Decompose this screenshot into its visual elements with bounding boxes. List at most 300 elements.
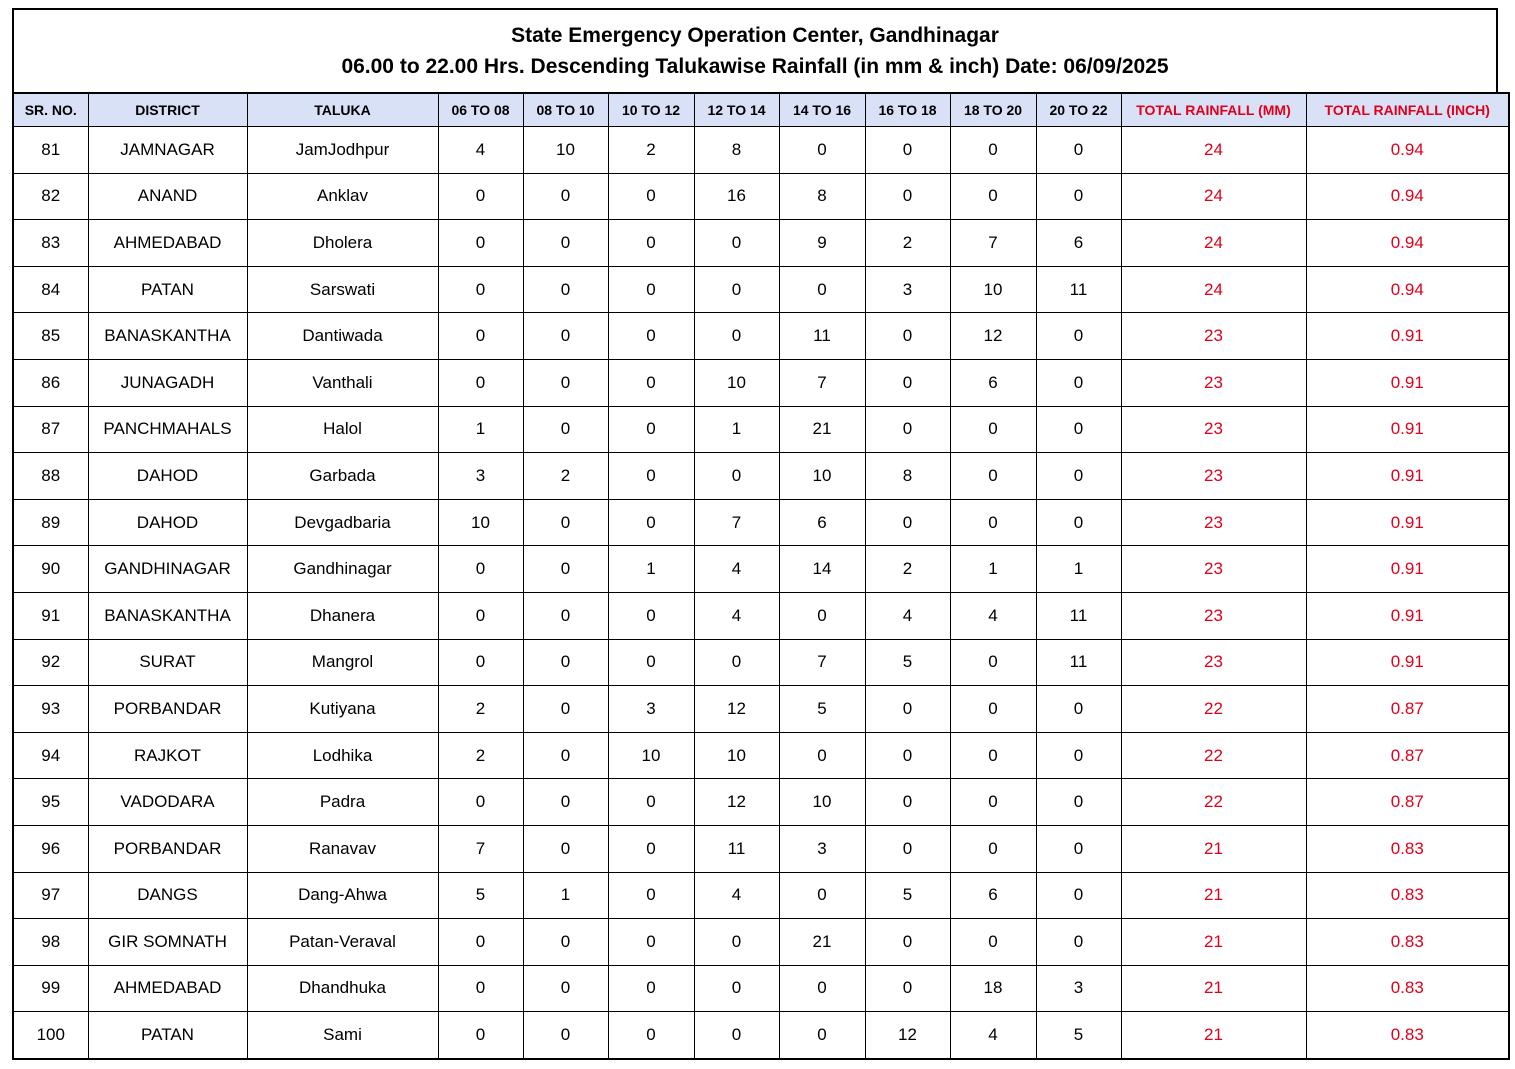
rain-14-16-cell: 11 <box>779 313 865 360</box>
rain-06-08-cell: 0 <box>438 546 523 593</box>
district-cell: PATAN <box>88 1012 247 1059</box>
rain-12-14-cell: 0 <box>694 1012 779 1059</box>
sr-no-cell: 88 <box>13 453 88 500</box>
rain-10-12-cell: 0 <box>608 825 694 872</box>
taluka-cell: Dhandhuka <box>247 965 438 1012</box>
rain-16-18-cell: 0 <box>865 359 950 406</box>
district-cell: GANDHINAGAR <box>88 546 247 593</box>
rain-08-10-cell: 10 <box>523 127 608 174</box>
rain-10-12-cell: 0 <box>608 359 694 406</box>
district-cell: JUNAGADH <box>88 359 247 406</box>
table-row <box>13 592 1509 639</box>
rain-10-12-cell: 0 <box>608 919 694 966</box>
rain-18-20-cell: 0 <box>950 919 1036 966</box>
rain-20-22-cell: 0 <box>1036 127 1121 174</box>
total-mm-cell: 23 <box>1121 499 1306 546</box>
rain-08-10-cell: 0 <box>523 406 608 453</box>
rain-12-14-cell: 4 <box>694 592 779 639</box>
rain-14-16-cell: 0 <box>779 592 865 639</box>
district-cell: PATAN <box>88 266 247 313</box>
rain-18-20-cell: 0 <box>950 732 1036 779</box>
rain-10-12-cell: 0 <box>608 872 694 919</box>
rain-18-20-cell: 0 <box>950 639 1036 686</box>
rain-20-22-cell: 0 <box>1036 499 1121 546</box>
rain-06-08-cell: 1 <box>438 406 523 453</box>
total-inch-cell: 0.87 <box>1306 732 1509 779</box>
report-subtitle: 06.00 to 22.00 Hrs. Descending Talukawise Rainfall (in mm & inch) Date: 06/09/2025 <box>341 55 1169 78</box>
total-mm-cell: 23 <box>1121 639 1306 686</box>
table-row <box>13 359 1509 406</box>
report-header <box>12 8 1498 92</box>
total-mm-cell: 23 <box>1121 359 1306 406</box>
total-rainfall-inch-header: TOTAL RAINFALL (INCH) <box>1306 93 1509 127</box>
rain-20-22-cell: 5 <box>1036 1012 1121 1059</box>
rain-10-12-cell: 0 <box>608 453 694 500</box>
total-inch-cell: 0.87 <box>1306 686 1509 733</box>
table-row <box>13 546 1509 593</box>
district-cell: VADODARA <box>88 779 247 826</box>
rain-14-16-cell: 7 <box>779 359 865 406</box>
rain-18-20-cell: 0 <box>950 686 1036 733</box>
rain-14-16-cell: 0 <box>779 127 865 174</box>
sr-no-header: SR. NO. <box>13 93 88 127</box>
rain-12-14-cell: 0 <box>694 965 779 1012</box>
rainfall-report <box>12 8 1498 1060</box>
total-inch-cell: 0.91 <box>1306 546 1509 593</box>
rain-16-18-cell: 0 <box>865 919 950 966</box>
taluka-cell: Gandhinagar <box>247 546 438 593</box>
rain-08-10-cell: 0 <box>523 639 608 686</box>
rain-14-16-cell: 0 <box>779 266 865 313</box>
rain-10-12-cell: 2 <box>608 127 694 174</box>
rain-10-12-cell: 0 <box>608 639 694 686</box>
district-cell: DAHOD <box>88 499 247 546</box>
total-inch-cell: 0.91 <box>1306 592 1509 639</box>
rain-16-18-cell: 0 <box>865 965 950 1012</box>
taluka-header: TALUKA <box>247 93 438 127</box>
table-row <box>13 313 1509 360</box>
rain-08-10-cell: 0 <box>523 313 608 360</box>
rain-06-08-cell: 2 <box>438 686 523 733</box>
rain-12-14-cell: 10 <box>694 732 779 779</box>
total-inch-cell: 0.91 <box>1306 453 1509 500</box>
rain-18-20-cell: 12 <box>950 313 1036 360</box>
rain-20-22-cell: 0 <box>1036 313 1121 360</box>
rain-16-18-cell: 2 <box>865 220 950 267</box>
taluka-cell: Devgadbaria <box>247 499 438 546</box>
total-inch-cell: 0.91 <box>1306 359 1509 406</box>
total-mm-cell: 23 <box>1121 592 1306 639</box>
rain-12-14-cell: 10 <box>694 359 779 406</box>
08-to-10-header: 08 TO 10 <box>523 93 608 127</box>
rain-20-22-cell: 0 <box>1036 825 1121 872</box>
rain-06-08-cell: 5 <box>438 872 523 919</box>
rain-12-14-cell: 0 <box>694 220 779 267</box>
rain-16-18-cell: 0 <box>865 825 950 872</box>
sr-no-cell: 91 <box>13 592 88 639</box>
14-to-16-header: 14 TO 16 <box>779 93 865 127</box>
rain-18-20-cell: 0 <box>950 173 1036 220</box>
rain-10-12-cell: 10 <box>608 732 694 779</box>
sr-no-cell: 92 <box>13 639 88 686</box>
sr-no-cell: 97 <box>13 872 88 919</box>
sr-no-cell: 86 <box>13 359 88 406</box>
total-inch-cell: 0.91 <box>1306 639 1509 686</box>
district-cell: PORBANDAR <box>88 825 247 872</box>
16-to-18-header: 16 TO 18 <box>865 93 950 127</box>
rain-12-14-cell: 0 <box>694 313 779 360</box>
rain-12-14-cell: 0 <box>694 919 779 966</box>
total-mm-cell: 24 <box>1121 127 1306 174</box>
rain-16-18-cell: 5 <box>865 872 950 919</box>
rain-20-22-cell: 0 <box>1036 173 1121 220</box>
rain-12-14-cell: 1 <box>694 406 779 453</box>
rain-18-20-cell: 6 <box>950 872 1036 919</box>
district-cell: PANCHMAHALS <box>88 406 247 453</box>
district-cell: PORBANDAR <box>88 686 247 733</box>
sr-no-cell: 82 <box>13 173 88 220</box>
rain-18-20-cell: 18 <box>950 965 1036 1012</box>
sr-no-cell: 100 <box>13 1012 88 1059</box>
sr-no-cell: 93 <box>13 686 88 733</box>
rain-12-14-cell: 0 <box>694 453 779 500</box>
sr-no-cell: 81 <box>13 127 88 174</box>
rain-08-10-cell: 0 <box>523 173 608 220</box>
rain-16-18-cell: 0 <box>865 406 950 453</box>
district-cell: BANASKANTHA <box>88 592 247 639</box>
rain-20-22-cell: 0 <box>1036 406 1121 453</box>
table-row <box>13 686 1509 733</box>
district-cell: RAJKOT <box>88 732 247 779</box>
rain-12-14-cell: 8 <box>694 127 779 174</box>
total-mm-cell: 21 <box>1121 872 1306 919</box>
total-inch-cell: 0.94 <box>1306 127 1509 174</box>
rain-20-22-cell: 0 <box>1036 919 1121 966</box>
rain-10-12-cell: 0 <box>608 499 694 546</box>
rain-18-20-cell: 0 <box>950 779 1036 826</box>
rain-20-22-cell: 11 <box>1036 266 1121 313</box>
total-mm-cell: 23 <box>1121 406 1306 453</box>
table-body <box>13 127 1509 1059</box>
rain-14-16-cell: 9 <box>779 220 865 267</box>
rain-18-20-cell: 0 <box>950 825 1036 872</box>
total-inch-cell: 0.83 <box>1306 919 1509 966</box>
rain-20-22-cell: 0 <box>1036 872 1121 919</box>
rain-20-22-cell: 0 <box>1036 359 1121 406</box>
rain-14-16-cell: 0 <box>779 732 865 779</box>
rain-14-16-cell: 0 <box>779 872 865 919</box>
rain-16-18-cell: 0 <box>865 686 950 733</box>
rain-08-10-cell: 0 <box>523 266 608 313</box>
total-mm-cell: 21 <box>1121 919 1306 966</box>
district-cell: AHMEDABAD <box>88 965 247 1012</box>
rain-16-18-cell: 2 <box>865 546 950 593</box>
rain-06-08-cell: 0 <box>438 919 523 966</box>
rain-16-18-cell: 5 <box>865 639 950 686</box>
district-cell: SURAT <box>88 639 247 686</box>
taluka-cell: Ranavav <box>247 825 438 872</box>
rain-06-08-cell: 0 <box>438 779 523 826</box>
rain-06-08-cell: 3 <box>438 453 523 500</box>
rain-14-16-cell: 21 <box>779 919 865 966</box>
rain-18-20-cell: 7 <box>950 220 1036 267</box>
rain-20-22-cell: 0 <box>1036 686 1121 733</box>
20-to-22-header: 20 TO 22 <box>1036 93 1121 127</box>
table-header-row <box>13 93 1509 127</box>
table-row <box>13 965 1509 1012</box>
total-inch-cell: 0.91 <box>1306 313 1509 360</box>
taluka-cell: Dhanera <box>247 592 438 639</box>
taluka-cell: Dholera <box>247 220 438 267</box>
district-cell: BANASKANTHA <box>88 313 247 360</box>
taluka-cell: Vanthali <box>247 359 438 406</box>
district-cell: GIR SOMNATH <box>88 919 247 966</box>
rain-20-22-cell: 11 <box>1036 592 1121 639</box>
taluka-cell: Padra <box>247 779 438 826</box>
rain-16-18-cell: 0 <box>865 779 950 826</box>
table-row <box>13 779 1509 826</box>
rain-10-12-cell: 0 <box>608 1012 694 1059</box>
rain-12-14-cell: 12 <box>694 686 779 733</box>
table-row <box>13 872 1509 919</box>
rain-18-20-cell: 1 <box>950 546 1036 593</box>
sr-no-cell: 85 <box>13 313 88 360</box>
rain-18-20-cell: 4 <box>950 592 1036 639</box>
district-header: DISTRICT <box>88 93 247 127</box>
taluka-cell: Dantiwada <box>247 313 438 360</box>
total-inch-cell: 0.94 <box>1306 266 1509 313</box>
taluka-cell: Garbada <box>247 453 438 500</box>
rain-16-18-cell: 0 <box>865 127 950 174</box>
sr-no-cell: 84 <box>13 266 88 313</box>
rain-08-10-cell: 1 <box>523 872 608 919</box>
rain-14-16-cell: 14 <box>779 546 865 593</box>
taluka-cell: Patan-Veraval <box>247 919 438 966</box>
rain-12-14-cell: 0 <box>694 266 779 313</box>
rain-08-10-cell: 0 <box>523 732 608 779</box>
rain-06-08-cell: 0 <box>438 639 523 686</box>
table-row <box>13 220 1509 267</box>
rain-14-16-cell: 5 <box>779 686 865 733</box>
sr-no-cell: 90 <box>13 546 88 593</box>
rain-14-16-cell: 10 <box>779 779 865 826</box>
rain-16-18-cell: 12 <box>865 1012 950 1059</box>
rain-20-22-cell: 11 <box>1036 639 1121 686</box>
taluka-cell: Kutiyana <box>247 686 438 733</box>
table-row <box>13 919 1509 966</box>
rainfall-table <box>12 92 1510 1060</box>
rain-16-18-cell: 0 <box>865 173 950 220</box>
rain-14-16-cell: 0 <box>779 965 865 1012</box>
rain-12-14-cell: 0 <box>694 639 779 686</box>
rain-08-10-cell: 0 <box>523 825 608 872</box>
sr-no-cell: 83 <box>13 220 88 267</box>
rain-16-18-cell: 3 <box>865 266 950 313</box>
total-mm-cell: 22 <box>1121 732 1306 779</box>
rain-12-14-cell: 7 <box>694 499 779 546</box>
taluka-cell: Sami <box>247 1012 438 1059</box>
rain-18-20-cell: 0 <box>950 406 1036 453</box>
rain-16-18-cell: 0 <box>865 499 950 546</box>
rain-06-08-cell: 0 <box>438 266 523 313</box>
rain-18-20-cell: 6 <box>950 359 1036 406</box>
rain-08-10-cell: 0 <box>523 919 608 966</box>
rain-08-10-cell: 0 <box>523 220 608 267</box>
total-mm-cell: 22 <box>1121 779 1306 826</box>
total-mm-cell: 24 <box>1121 220 1306 267</box>
total-inch-cell: 0.83 <box>1306 965 1509 1012</box>
rain-16-18-cell: 0 <box>865 313 950 360</box>
rain-16-18-cell: 8 <box>865 453 950 500</box>
rain-18-20-cell: 4 <box>950 1012 1036 1059</box>
district-cell: DANGS <box>88 872 247 919</box>
sr-no-cell: 87 <box>13 406 88 453</box>
rain-10-12-cell: 0 <box>608 220 694 267</box>
total-mm-cell: 24 <box>1121 266 1306 313</box>
rain-20-22-cell: 1 <box>1036 546 1121 593</box>
rain-06-08-cell: 10 <box>438 499 523 546</box>
rain-06-08-cell: 0 <box>438 173 523 220</box>
rain-06-08-cell: 7 <box>438 825 523 872</box>
rain-10-12-cell: 0 <box>608 173 694 220</box>
rain-16-18-cell: 0 <box>865 732 950 779</box>
total-mm-cell: 24 <box>1121 173 1306 220</box>
total-inch-cell: 0.94 <box>1306 220 1509 267</box>
total-inch-cell: 0.91 <box>1306 406 1509 453</box>
sr-no-cell: 89 <box>13 499 88 546</box>
rain-14-16-cell: 7 <box>779 639 865 686</box>
rain-08-10-cell: 0 <box>523 499 608 546</box>
sr-no-cell: 94 <box>13 732 88 779</box>
district-cell: JAMNAGAR <box>88 127 247 174</box>
rain-06-08-cell: 4 <box>438 127 523 174</box>
taluka-cell: Dang-Ahwa <box>247 872 438 919</box>
sr-no-cell: 96 <box>13 825 88 872</box>
total-inch-cell: 0.83 <box>1306 1012 1509 1059</box>
total-inch-cell: 0.83 <box>1306 825 1509 872</box>
rain-16-18-cell: 4 <box>865 592 950 639</box>
total-mm-cell: 21 <box>1121 965 1306 1012</box>
table-row <box>13 825 1509 872</box>
rain-12-14-cell: 11 <box>694 825 779 872</box>
table-row <box>13 173 1509 220</box>
10-to-12-header: 10 TO 12 <box>608 93 694 127</box>
rain-08-10-cell: 0 <box>523 1012 608 1059</box>
rain-06-08-cell: 0 <box>438 313 523 360</box>
rain-10-12-cell: 3 <box>608 686 694 733</box>
rain-14-16-cell: 0 <box>779 1012 865 1059</box>
rain-06-08-cell: 0 <box>438 220 523 267</box>
rain-14-16-cell: 10 <box>779 453 865 500</box>
rain-18-20-cell: 0 <box>950 453 1036 500</box>
taluka-cell: Sarswati <box>247 266 438 313</box>
rain-08-10-cell: 0 <box>523 965 608 1012</box>
total-mm-cell: 22 <box>1121 686 1306 733</box>
table-row <box>13 453 1509 500</box>
sr-no-cell: 95 <box>13 779 88 826</box>
rain-18-20-cell: 0 <box>950 499 1036 546</box>
rain-06-08-cell: 0 <box>438 965 523 1012</box>
rain-14-16-cell: 6 <box>779 499 865 546</box>
rain-12-14-cell: 4 <box>694 546 779 593</box>
rain-10-12-cell: 0 <box>608 779 694 826</box>
district-cell: AHMEDABAD <box>88 220 247 267</box>
rain-18-20-cell: 10 <box>950 266 1036 313</box>
rain-20-22-cell: 0 <box>1036 453 1121 500</box>
rain-20-22-cell: 0 <box>1036 732 1121 779</box>
taluka-cell: JamJodhpur <box>247 127 438 174</box>
district-cell: DAHOD <box>88 453 247 500</box>
taluka-cell: Halol <box>247 406 438 453</box>
total-inch-cell: 0.91 <box>1306 499 1509 546</box>
sr-no-cell: 99 <box>13 965 88 1012</box>
total-rainfall-mm-header: TOTAL RAINFALL (MM) <box>1121 93 1306 127</box>
total-mm-cell: 21 <box>1121 825 1306 872</box>
rain-12-14-cell: 4 <box>694 872 779 919</box>
12-to-14-header: 12 TO 14 <box>694 93 779 127</box>
taluka-cell: Anklav <box>247 173 438 220</box>
total-inch-cell: 0.83 <box>1306 872 1509 919</box>
report-title: State Emergency Operation Center, Gandhinagar <box>511 24 999 47</box>
rain-10-12-cell: 0 <box>608 313 694 360</box>
taluka-cell: Lodhika <box>247 732 438 779</box>
rain-06-08-cell: 0 <box>438 359 523 406</box>
rain-10-12-cell: 0 <box>608 266 694 313</box>
total-mm-cell: 23 <box>1121 313 1306 360</box>
rain-08-10-cell: 0 <box>523 686 608 733</box>
rain-10-12-cell: 0 <box>608 592 694 639</box>
total-mm-cell: 23 <box>1121 453 1306 500</box>
table-row <box>13 266 1509 313</box>
rain-06-08-cell: 2 <box>438 732 523 779</box>
table-row <box>13 639 1509 686</box>
rain-18-20-cell: 0 <box>950 127 1036 174</box>
table-row <box>13 732 1509 779</box>
rain-20-22-cell: 0 <box>1036 779 1121 826</box>
rain-06-08-cell: 0 <box>438 1012 523 1059</box>
sr-no-cell: 98 <box>13 919 88 966</box>
rain-08-10-cell: 0 <box>523 779 608 826</box>
table-row <box>13 499 1509 546</box>
rain-12-14-cell: 12 <box>694 779 779 826</box>
table-row <box>13 127 1509 174</box>
rain-08-10-cell: 0 <box>523 359 608 406</box>
rain-10-12-cell: 0 <box>608 406 694 453</box>
rain-08-10-cell: 0 <box>523 592 608 639</box>
18-to-20-header: 18 TO 20 <box>950 93 1036 127</box>
rain-08-10-cell: 2 <box>523 453 608 500</box>
rain-06-08-cell: 0 <box>438 592 523 639</box>
rain-10-12-cell: 0 <box>608 965 694 1012</box>
total-inch-cell: 0.94 <box>1306 173 1509 220</box>
rain-12-14-cell: 16 <box>694 173 779 220</box>
taluka-cell: Mangrol <box>247 639 438 686</box>
total-mm-cell: 21 <box>1121 1012 1306 1059</box>
rain-14-16-cell: 21 <box>779 406 865 453</box>
rain-14-16-cell: 3 <box>779 825 865 872</box>
rain-14-16-cell: 8 <box>779 173 865 220</box>
district-cell: ANAND <box>88 173 247 220</box>
table-row <box>13 1012 1509 1059</box>
rain-10-12-cell: 1 <box>608 546 694 593</box>
rain-20-22-cell: 3 <box>1036 965 1121 1012</box>
total-inch-cell: 0.87 <box>1306 779 1509 826</box>
table-row <box>13 406 1509 453</box>
rain-20-22-cell: 6 <box>1036 220 1121 267</box>
total-mm-cell: 23 <box>1121 546 1306 593</box>
rain-08-10-cell: 0 <box>523 546 608 593</box>
06-to-08-header: 06 TO 08 <box>438 93 523 127</box>
